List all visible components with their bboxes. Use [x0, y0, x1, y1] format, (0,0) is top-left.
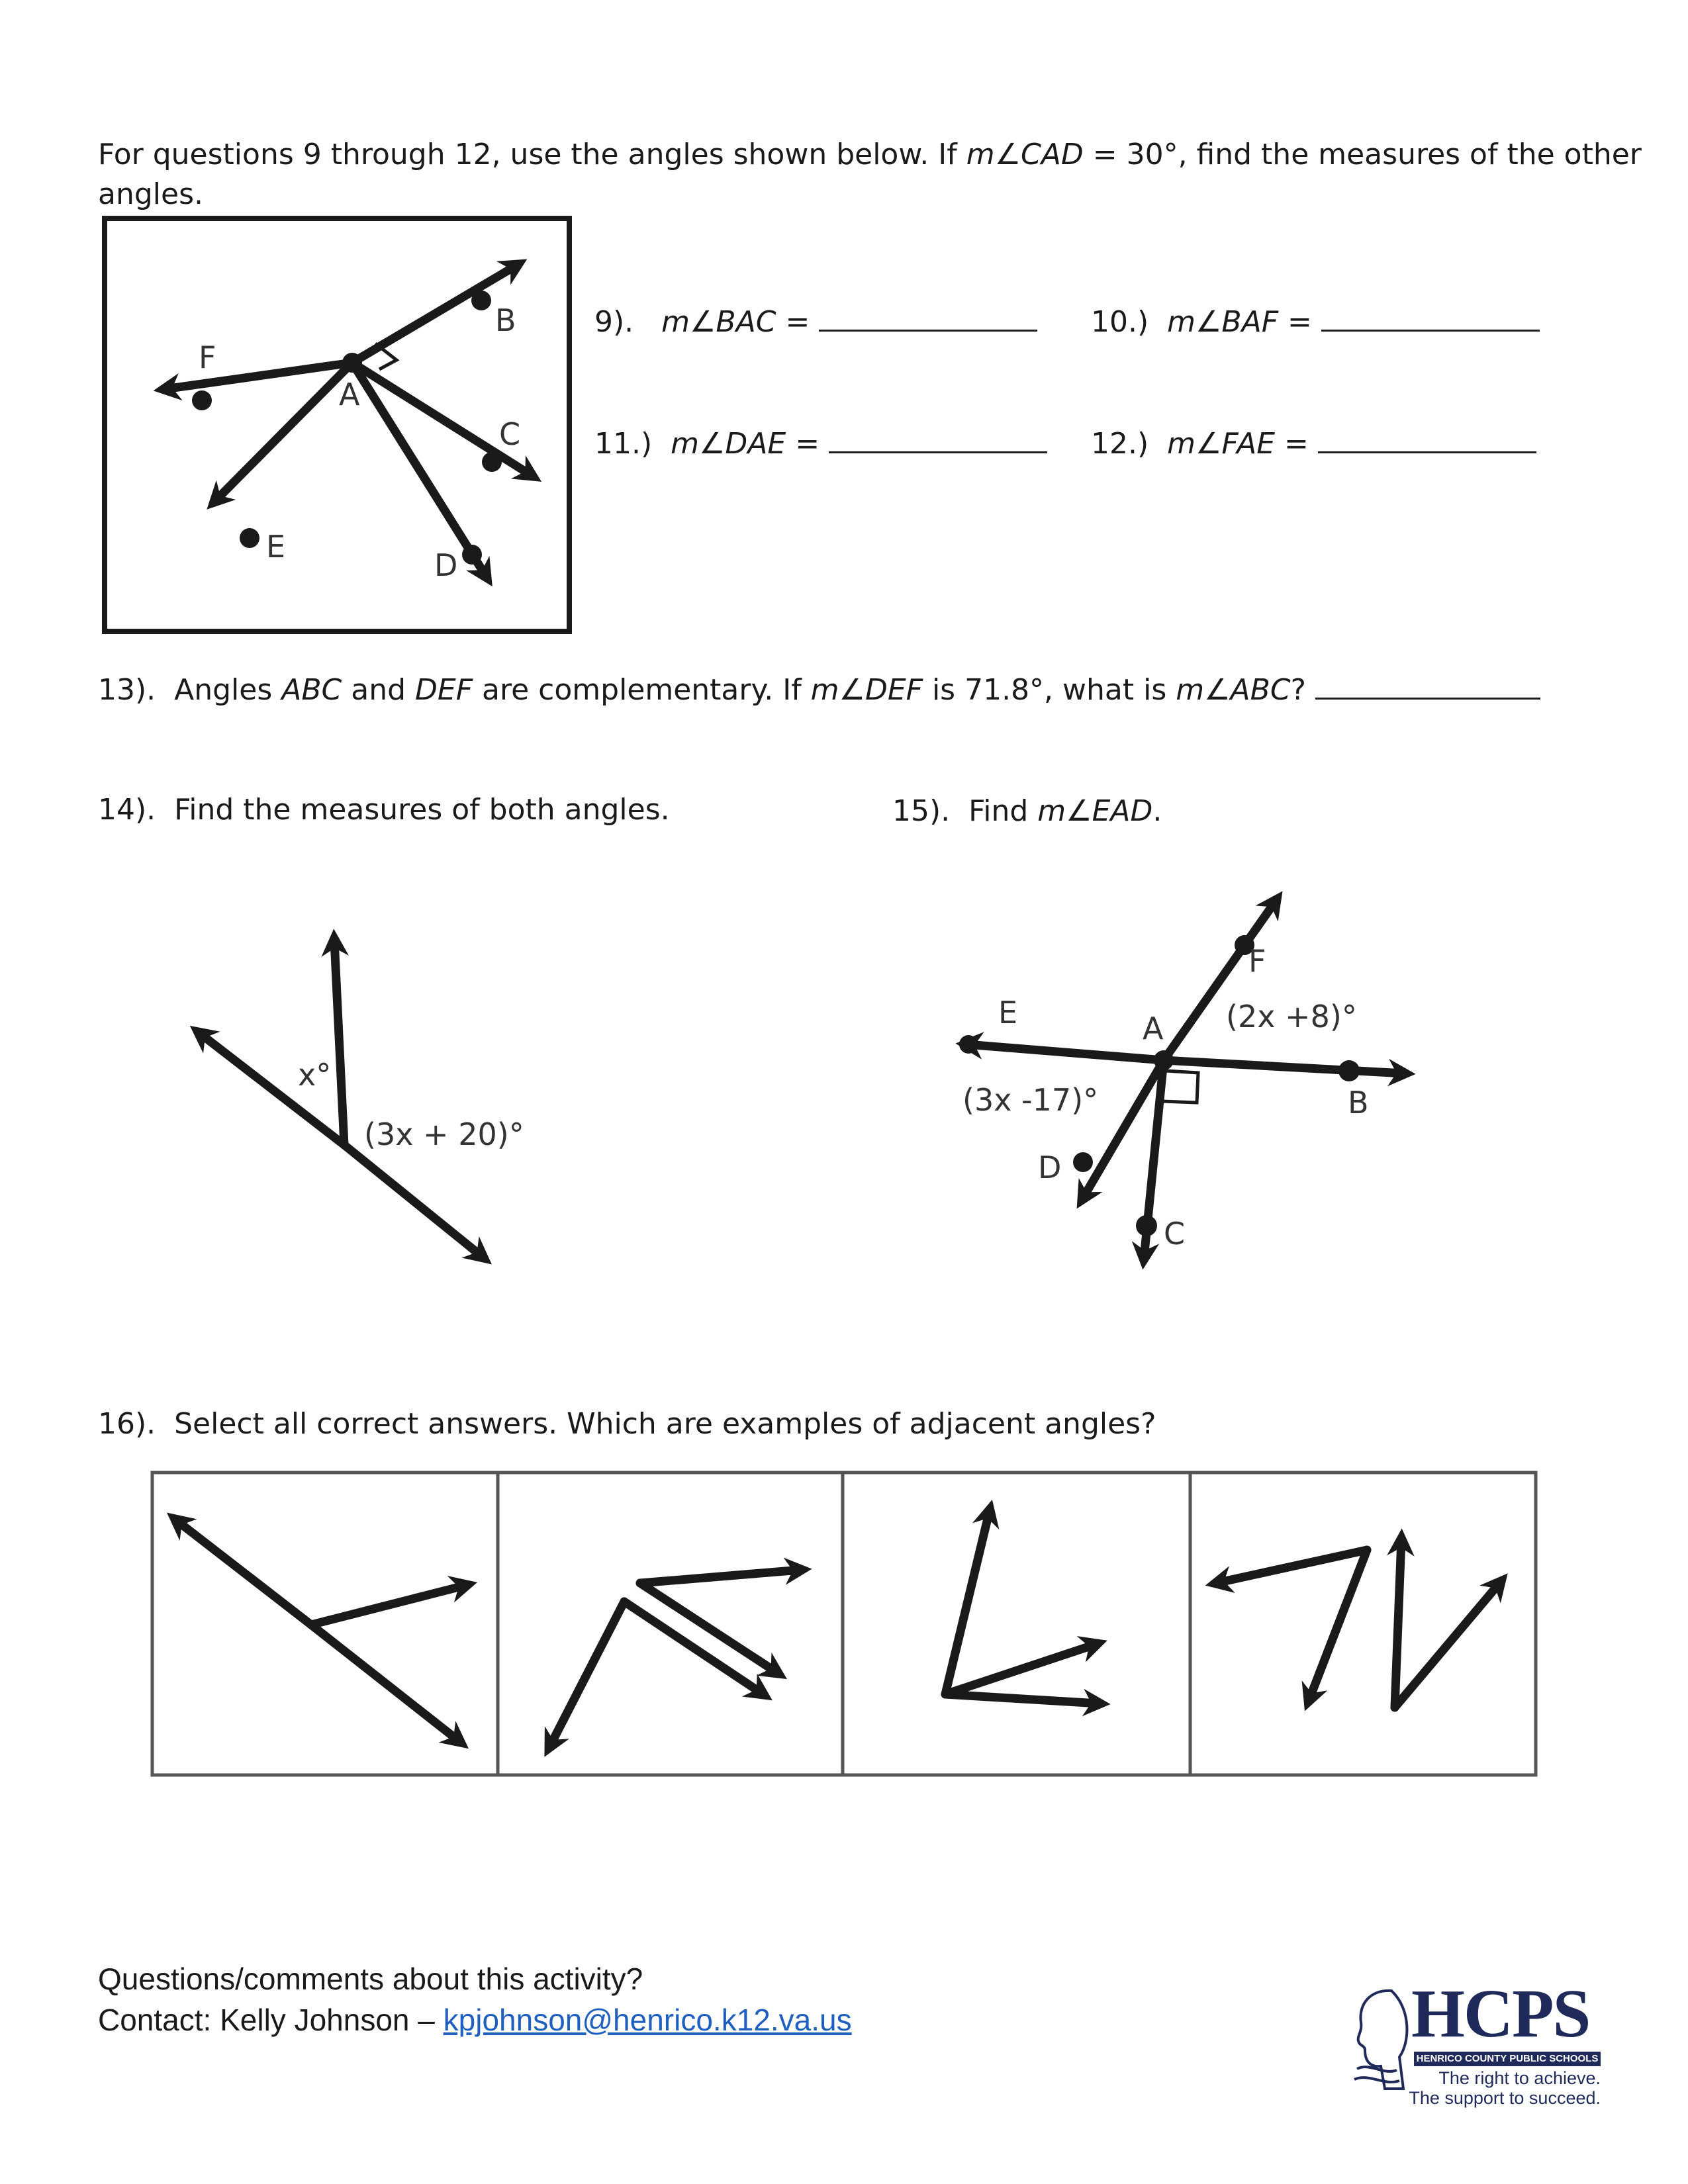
point-a [342, 353, 362, 373]
logo-silhouette-icon [1350, 1983, 1410, 2095]
q15-label-e: E [998, 995, 1018, 1030]
contact-email-link[interactable]: kpjohnson@henrico.k12.va.us [443, 2003, 852, 2037]
figure-q15 [953, 887, 1430, 1271]
intro-text [98, 135, 1642, 175]
q16-option-4[interactable] [1216, 1539, 1501, 1707]
q16-option-2[interactable] [549, 1570, 801, 1747]
footer-question: Questions/comments about this activity? [98, 1962, 643, 1996]
ray-ae [214, 363, 352, 502]
q15-ray-af [1164, 900, 1276, 1060]
logo-tagline-1: The right to achieve. [1438, 2068, 1601, 2088]
q14-ray-up [334, 940, 344, 1145]
q15-point-a [1154, 1050, 1174, 1070]
q15-expr-fab: (2x +8)° [1226, 999, 1357, 1034]
question-16: 16). Select all correct answers. Which are examples of adjacent angles? [98, 1407, 1156, 1441]
label-f: F [199, 340, 216, 375]
label-e: E [266, 529, 286, 565]
question-11: 11.) m∠DAE = [594, 422, 1047, 464]
intro-line2: angles. [98, 177, 203, 211]
q15-point-c [1136, 1215, 1157, 1236]
q16-option-3[interactable] [945, 1510, 1100, 1704]
question-14: 14). Find the measures of both angles. [98, 793, 670, 827]
point-d [462, 545, 482, 565]
point-c [482, 452, 502, 472]
q15-point-d [1073, 1152, 1093, 1172]
question-15: 15). Find m∠EAD. [892, 794, 1162, 828]
intro-given-value: = 30°, find the measures of the other [1083, 138, 1642, 171]
label-c: C [499, 416, 521, 452]
q15-label-c: C [1164, 1216, 1186, 1251]
point-b [471, 291, 491, 310]
intro-line1: For questions 9 through 12, use the angles shown below. If [98, 138, 966, 171]
answer-blank-9[interactable] [819, 300, 1037, 332]
label-b: B [495, 302, 516, 338]
figure-q14 [172, 913, 543, 1284]
hcps-logo [1350, 1976, 1609, 2115]
logo-subtitle: HENRICO COUNTY PUBLIC SCHOOLS [1414, 2052, 1601, 2066]
intro-given-angle: m∠CAD [966, 138, 1084, 171]
label-a: A [339, 377, 360, 412]
question-13: 13). Angles ABC and DEF are complementary. If m∠DEF is 71.8°, what is m∠ABC? [98, 668, 1540, 710]
q15-ray-ab [1164, 1060, 1405, 1073]
q16-options-table [149, 1469, 1539, 1780]
footer-contact: Contact: Kelly Johnson – kpjohnson@henrico.k12.va.us [98, 2003, 852, 2037]
q15-point-b [1338, 1060, 1360, 1081]
answer-blank-13[interactable] [1315, 668, 1540, 700]
point-e [240, 528, 259, 548]
q16-option-1[interactable] [175, 1520, 467, 1742]
answer-blank-10[interactable] [1321, 300, 1540, 332]
question-10: 10.) m∠BAF = [1091, 300, 1540, 342]
point-f [192, 390, 212, 410]
q14-label-3x: (3x + 20)° [364, 1116, 524, 1152]
logo-tagline-2: The support to succeed. [1409, 2088, 1601, 2108]
q15-point-e [959, 1035, 978, 1054]
ray-ad [352, 363, 487, 577]
q15-label-d: D [1038, 1150, 1062, 1185]
q15-label-b: B [1348, 1085, 1369, 1120]
answer-blank-12[interactable] [1318, 422, 1536, 453]
answer-blank-11[interactable] [829, 422, 1047, 453]
q14-ray-right [344, 1145, 483, 1257]
logo-name: HCPS [1411, 1976, 1590, 2052]
ray-ab [352, 265, 518, 363]
figure-angles-9-12 [99, 213, 576, 637]
q15-label-a: A [1143, 1011, 1164, 1046]
q15-right-angle-mark [1162, 1071, 1198, 1103]
question-9: 9). m∠BAC = [594, 300, 1037, 342]
label-d: D [434, 547, 458, 583]
q14-label-x: x° [298, 1057, 332, 1093]
q15-label-f: F [1248, 943, 1266, 979]
question-12: 12.) m∠FAE = [1091, 422, 1536, 464]
q15-expr-ead: (3x -17)° [962, 1082, 1099, 1118]
q15-ray-ae [966, 1044, 1164, 1060]
